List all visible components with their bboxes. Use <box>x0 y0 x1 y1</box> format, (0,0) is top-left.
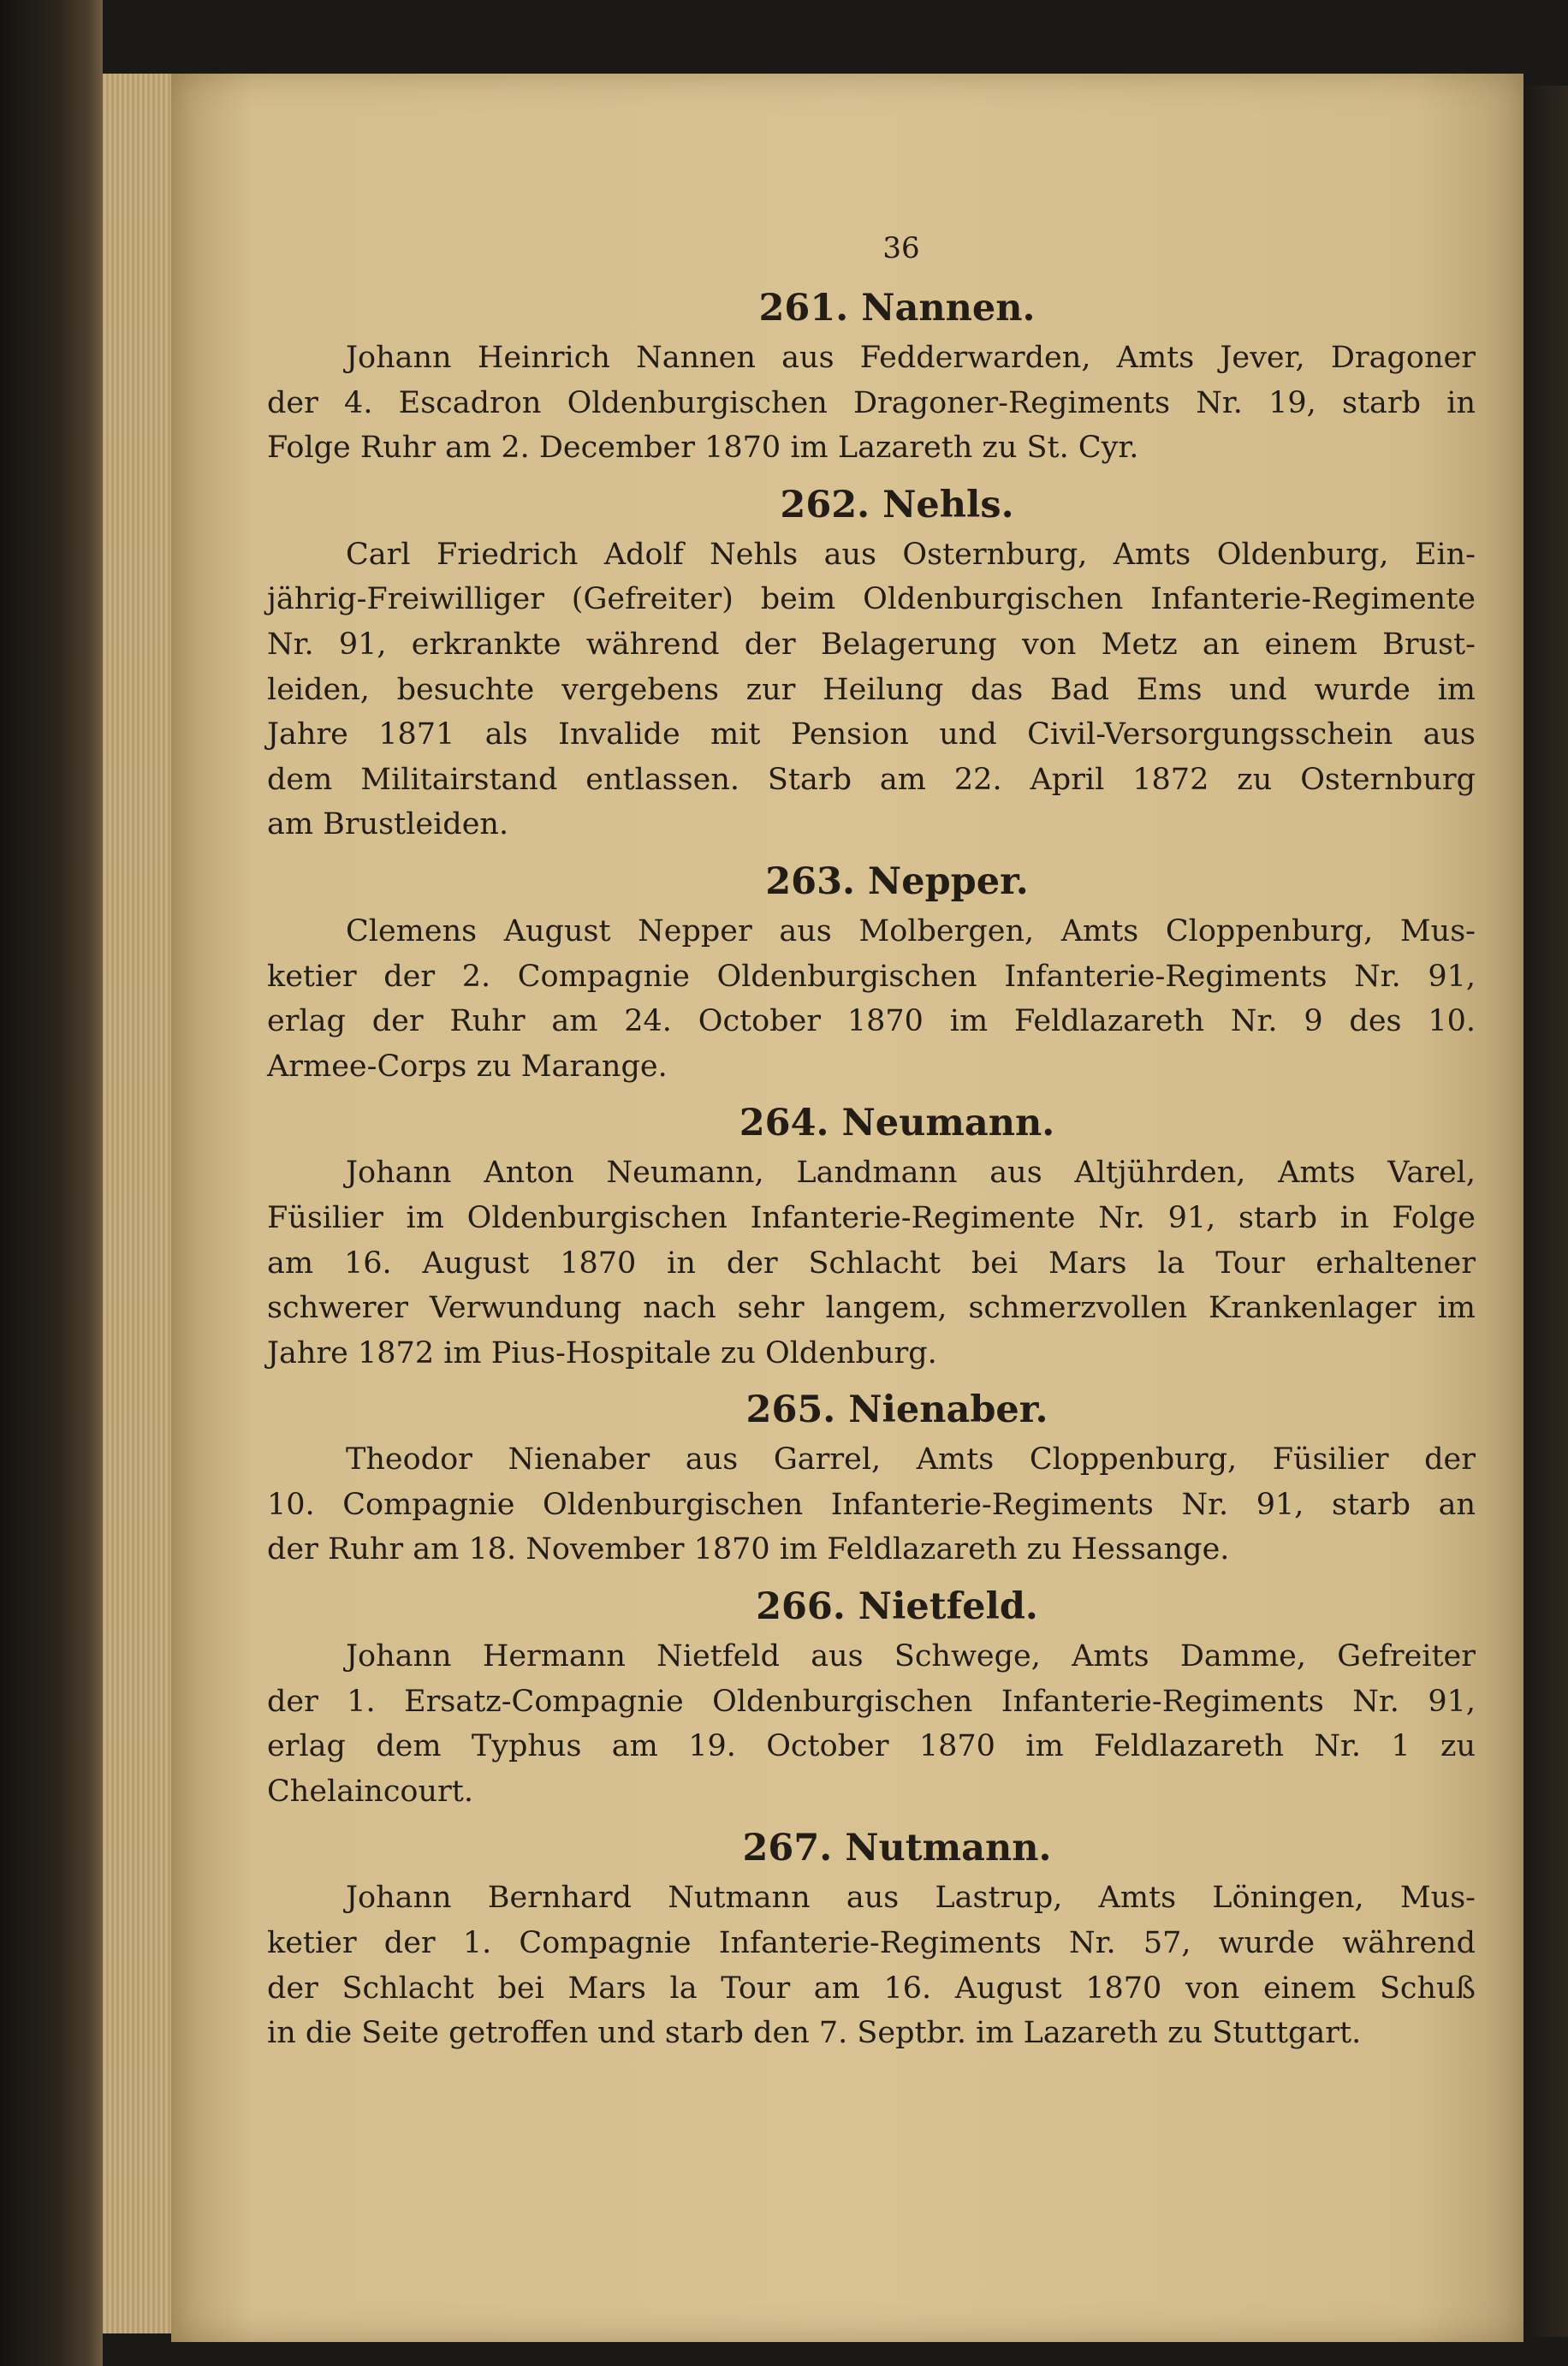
entry-text-line: der 4. Escadron Oldenburgischen Dragoner-Regiments Nr. 19, starb in <box>267 385 1476 420</box>
entry-text-line: am Brustleiden. <box>267 807 509 842</box>
right-page-edge <box>1523 86 1568 2337</box>
entry-text-line: leiden, besuchte vergebens zur Heilung das Bad Ems und wurde im <box>267 672 1476 707</box>
entry-text-line: Johann Anton Neumann, Landmann aus Altjührden, Amts Varel, <box>346 1156 1476 1191</box>
entry-text-line: ketier der 2. Compagnie Oldenburgischen Infanterie-Regiments Nr. 91, <box>267 959 1476 994</box>
entry-heading: 266. Nietfeld. <box>756 1585 1038 1629</box>
entry-text-line: 10. Compagnie Oldenburgischen Infanterie-Regiments Nr. 91, starb an <box>267 1487 1476 1522</box>
entry <box>267 478 1476 847</box>
entry-text-line: Theodor Nienaber aus Garrel, Amts Cloppenburg, Füsilier der <box>346 1442 1476 1477</box>
entry-heading: 263. Nepper. <box>765 859 1029 903</box>
entry-body <box>267 336 1476 471</box>
entry-text-line: Füsilier im Oldenburgischen Infanterie-Regimente Nr. 91, starb in Folge <box>267 1200 1476 1235</box>
entry-body <box>267 1150 1476 1376</box>
entry-text-line: Jahre 1872 im Pius-Hospitale zu Oldenburg. <box>267 1335 937 1370</box>
entry-text-line: ketier der 1. Compagnie Infanterie-Regiments Nr. 57, wurde während <box>267 1926 1476 1961</box>
entry <box>267 1096 1476 1376</box>
entry-text-line: der Schlacht bei Mars la Tour am 16. August 1870 von einem Schuß <box>267 1971 1476 2006</box>
entry-text-line: Clemens August Nepper aus Molbergen, Amts Cloppenburg, Mus- <box>346 913 1476 948</box>
entry-heading: 267. Nutmann. <box>742 1827 1052 1870</box>
entry-heading: 265. Nienaber. <box>745 1388 1048 1432</box>
entry-text-line: jährig-Freiwilliger (Gefreiter) beim Oldenburgischen Infanterie-Regimente <box>267 582 1476 617</box>
book-spine <box>0 0 103 2366</box>
page-content <box>267 231 1476 2056</box>
entry-body <box>267 1634 1476 1814</box>
entry-text-line: erlag der Ruhr am 24. October 1870 im Feldlazareth Nr. 9 des 10. <box>267 1004 1476 1039</box>
entry-list <box>267 281 1476 2056</box>
entry-heading: 262. Nehls. <box>780 483 1014 526</box>
entry-text-line: Johann Heinrich Nannen aus Fedderwarden, Amts Jever, Dragoner <box>346 341 1476 375</box>
entry-text-line: Johann Bernhard Nutmann aus Lastrup, Amts Löningen, Mus- <box>346 1881 1476 1916</box>
entry-text-line: der 1. Ersatz-Compagnie Oldenburgischen Infanterie-Regiments Nr. 91, <box>267 1684 1476 1719</box>
entry <box>267 854 1476 1089</box>
entry-text-line: dem Militairstand entlassen. Starb am 22. April 1872 zu Osternburg <box>267 762 1476 797</box>
entry-text-line: Carl Friedrich Adolf Nehls aus Osternburg, Amts Oldenburg, Ein- <box>346 537 1476 572</box>
entry-text-line: Jahre 1871 als Invalide mit Pension und Civil-Versorgungsschein aus <box>267 717 1476 752</box>
entry-body <box>267 909 1476 1089</box>
entry-heading: 264. Neumann. <box>739 1102 1055 1145</box>
entry-text-line: erlag dem Typhus am 19. October 1870 im Feldlazareth Nr. 1 zu <box>267 1729 1476 1764</box>
entry-heading: 261. Nannen. <box>758 287 1036 330</box>
entry-text-line: der Ruhr am 18. November 1870 im Feldlazareth zu Hessange. <box>267 1532 1230 1567</box>
entry-body <box>267 1437 1476 1572</box>
entry <box>267 1821 1476 2055</box>
entry-text-line: Johann Hermann Nietfeld aus Schwege, Amts Damme, Gefreiter <box>346 1639 1476 1674</box>
entry-text-line: Chelaincourt. <box>267 1774 473 1809</box>
entry-text-line: Nr. 91, erkrankte während der Belagerung von Metz an einem Brust- <box>267 627 1476 662</box>
entry-text-line: am 16. August 1870 in der Schlacht bei Mars la Tour erhaltener <box>267 1245 1476 1281</box>
entry <box>267 1579 1476 1814</box>
entry-body <box>267 532 1476 847</box>
entry-text-line: Armee-Corps zu Marange. <box>267 1049 668 1084</box>
entry-body <box>267 1876 1476 2055</box>
entry-text-line: in die Seite getroffen und starb den 7. Septbr. im Lazareth zu Stuttgart. <box>267 2016 1362 2051</box>
page-number: 36 <box>882 231 920 265</box>
entry <box>267 281 1476 471</box>
entry <box>267 1382 1476 1572</box>
entry-text-line: schwerer Verwundung nach sehr langem, schmerzvollen Krankenlager im <box>267 1291 1476 1326</box>
entry-text-line: Folge Ruhr am 2. December 1870 im Lazareth zu St. Cyr. <box>267 431 1139 466</box>
